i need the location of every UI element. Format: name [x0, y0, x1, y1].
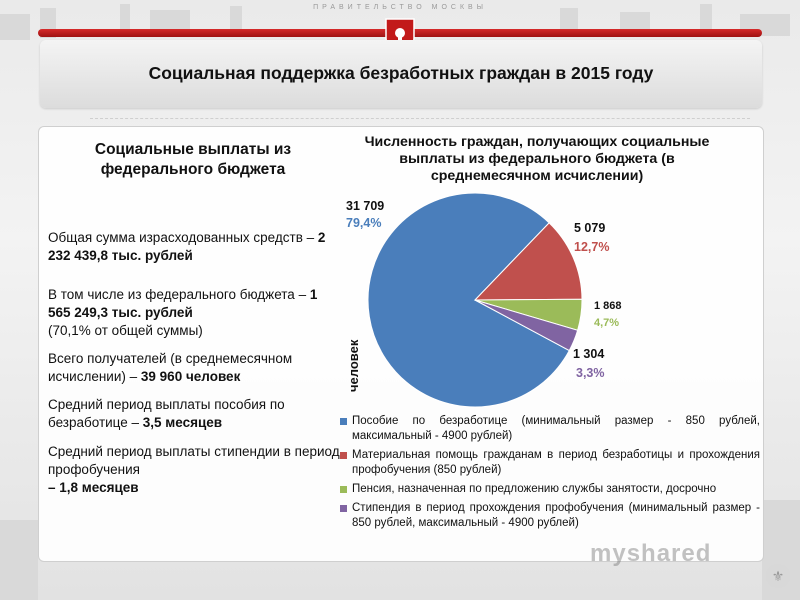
chart-title: Численность граждан, получающих социальные выплаты из федерального бюджета (в среднемесячном исчислении): [364, 134, 710, 184]
unit-axis-label: человек: [346, 339, 361, 392]
legend-label: Материальная помощь гражданам в период безработицы и прохождения профобучения (850 рублей): [352, 449, 760, 476]
government-label: ПРАВИТЕЛЬСТВО МОСКВЫ: [313, 4, 487, 11]
legend-item: [340, 448, 760, 478]
legend-swatch: [340, 452, 347, 459]
stat-text: Средний период выплаты пособия по безработице –: [48, 397, 285, 430]
slice-value-label: 1 868: [594, 300, 622, 312]
legend-item: [340, 414, 760, 444]
slice-percent-label: 4,7%: [594, 317, 620, 329]
slice-percent-label: 79,4%: [346, 216, 382, 230]
legend-label: Пенсия, назначенная по предложению службы занятости, досрочно: [352, 483, 717, 495]
legend-item: [340, 501, 760, 531]
stat-value: 39 960 человек: [137, 369, 241, 384]
slice-percent-label: 12,7%: [574, 240, 610, 254]
stat-text: В том числе из федерального бюджета –: [48, 287, 307, 302]
stat-value: 2 232 439,8 тыс. рублей: [48, 230, 326, 263]
legend-swatch: [340, 486, 347, 493]
stat-value: 3,5 месяцев: [139, 415, 223, 430]
stat-text: Всего получателей (в среднемесячном исчислении) –: [48, 351, 293, 384]
stat-text: Общая сумма израсходованных средств –: [48, 230, 315, 245]
slice-value-label: 5 079: [574, 221, 606, 235]
slice-value-label: 31 709: [346, 199, 385, 213]
left-heading: Социальные выплаты из федерального бюджета: [94, 141, 292, 178]
legend-label: Стипендия в период прохождения профобучения (минимальный размер - 850 рублей, максимальный - 4900 рублей): [352, 502, 760, 529]
stat-value: – 1,8 месяцев: [48, 480, 139, 495]
corner-logo-icon: ⚜: [766, 564, 790, 588]
page-title: Социальная поддержка безработных граждан в 2015 году: [148, 63, 654, 83]
legend-label: Пособие по безработице (минимальный размер - 850 рублей, максимальный - 4900 рублей): [352, 415, 760, 442]
legend-swatch: [340, 505, 347, 512]
watermark: myshared: [590, 540, 712, 567]
stat-text: Средний период выплаты стипендии в период профобучения: [48, 444, 340, 477]
chart-legend: [340, 414, 760, 535]
slice-percent-label: 3,3%: [576, 366, 605, 380]
stat-tail: (70,1% от общей суммы): [48, 323, 203, 338]
legend-swatch: [340, 418, 347, 425]
stat-value: 1 565 249,3 тыс. рублей: [48, 287, 318, 320]
legend-item: [340, 482, 760, 497]
slice-value-label: 1 304: [573, 347, 605, 361]
